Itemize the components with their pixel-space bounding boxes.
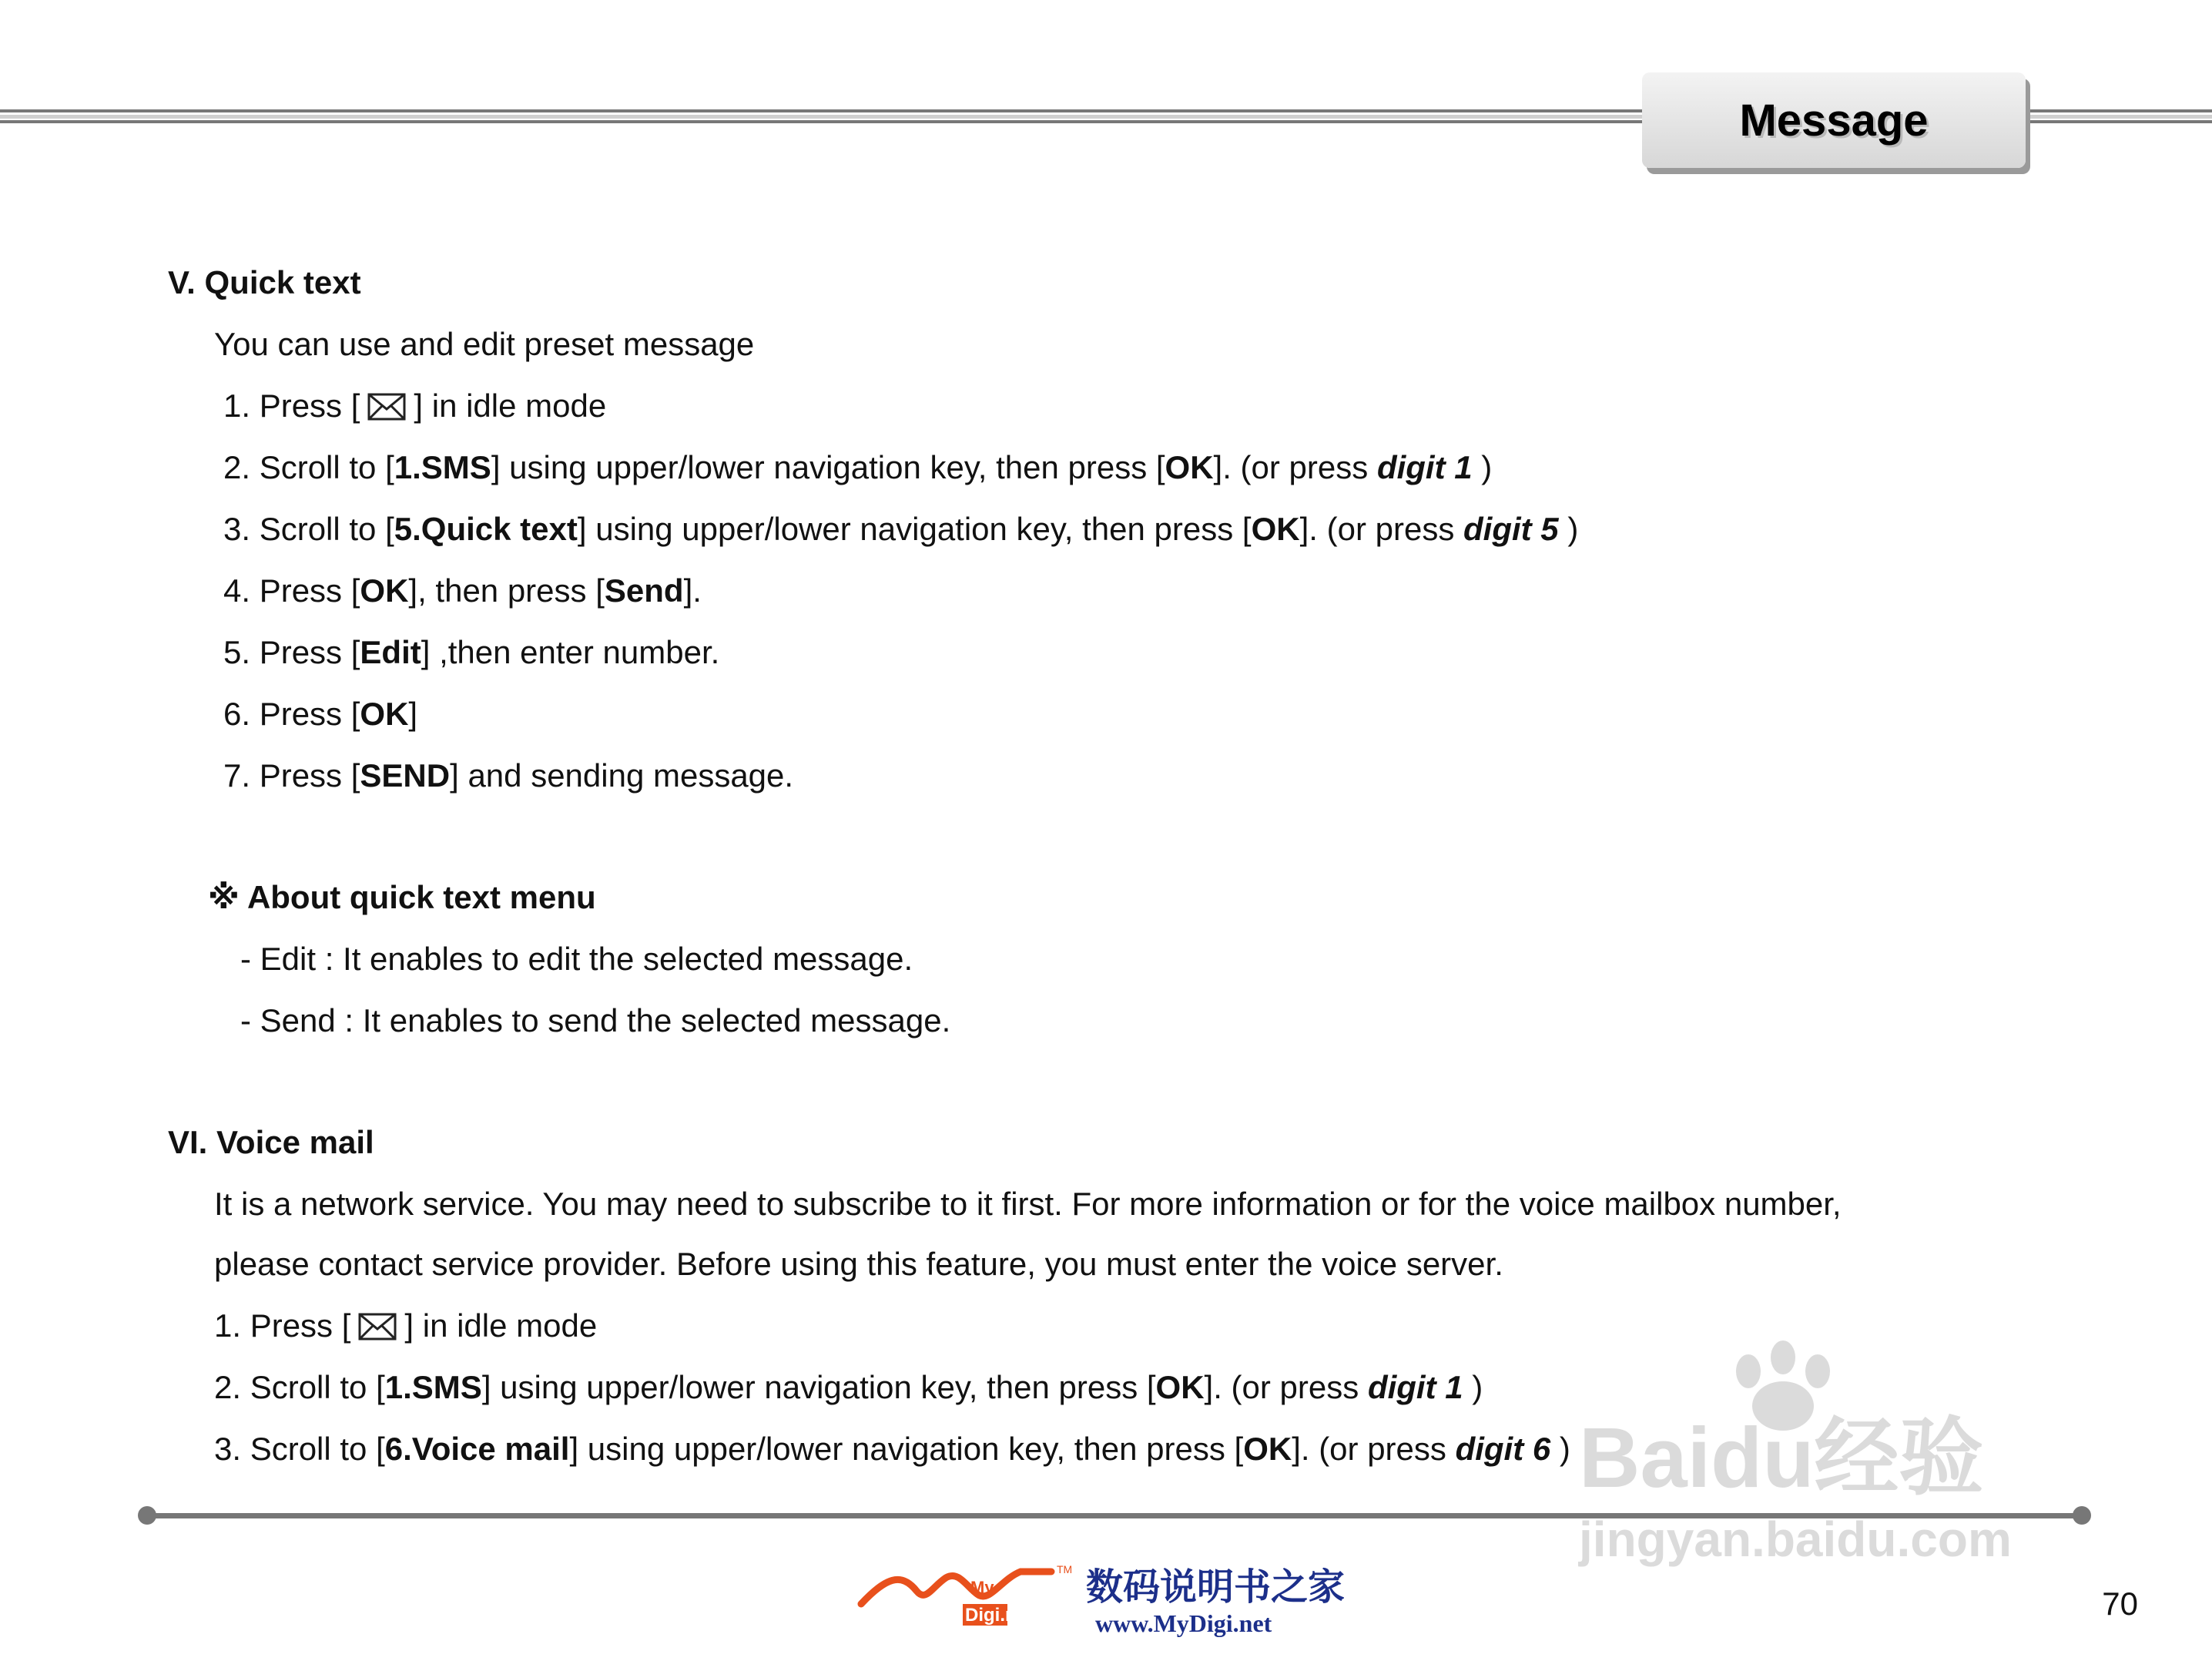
text-run: ] using upper/lower navigation key, then press [ — [569, 1431, 1244, 1467]
logo-brand: My — [970, 1578, 994, 1597]
text-run: 6.Voice mail — [384, 1431, 570, 1467]
logo-url: www.MyDigi.net — [1095, 1609, 1272, 1637]
logo-tm: TM — [1057, 1563, 1073, 1575]
text-run: Edit — [360, 634, 421, 670]
about-heading: ※ About quick text menu — [208, 879, 596, 915]
quick-text-step-7 — [223, 757, 794, 794]
voice-mail-step-3 — [214, 1433, 1570, 1465]
text-run: ] using upper/lower navigation key, then press [ — [481, 1369, 1156, 1405]
text-run: OK — [360, 696, 409, 732]
section-title: Message — [1739, 95, 1929, 146]
watermark-brand: Baidu经验 — [1579, 1411, 1984, 1505]
text-run: ] using upper/lower navigation key, then press [ — [577, 511, 1252, 547]
text-run: 5.Quick text — [394, 511, 578, 547]
quick-text-step-2 — [223, 451, 1492, 484]
text-run: SEND — [360, 757, 451, 794]
envelope-icon — [367, 392, 406, 421]
quick-text-heading: V. Quick text — [168, 264, 361, 300]
voice-mail-step-1 — [214, 1307, 598, 1344]
text-run: OK — [1251, 511, 1300, 547]
text-run: OK — [1243, 1431, 1292, 1467]
text-run: 5. Press [ — [223, 634, 360, 670]
text-run: 3. Scroll to [ — [223, 511, 394, 547]
text-run: 1. Press [ — [214, 1307, 351, 1344]
mydigi-logo — [855, 1556, 1363, 1641]
text-run: digit 5 — [1463, 511, 1559, 547]
text-run: ] in idle mode — [414, 388, 607, 424]
text-run: ]. (or press — [1213, 449, 1377, 485]
text-run: ]. (or press — [1204, 1369, 1368, 1405]
text-run: 1.SMS — [384, 1369, 482, 1405]
text-run: ) — [1463, 1369, 1483, 1405]
text-run: ] — [408, 696, 418, 732]
quick-text-step-3 — [223, 513, 1578, 545]
text-run: 1. Press [ — [223, 388, 360, 424]
logo-chinese: 数码说明书之家 — [1086, 1565, 1346, 1609]
text-run: 2. Scroll to [ — [214, 1369, 385, 1405]
text-run: ) — [1558, 511, 1579, 547]
text-run: ]. (or press — [1292, 1431, 1456, 1467]
text-run: digit 1 — [1376, 449, 1473, 485]
quick-text-step-6 — [223, 698, 417, 730]
envelope-icon — [358, 1312, 397, 1341]
text-run: ], then press [ — [408, 572, 605, 609]
text-run: ]. — [683, 572, 702, 609]
text-run: ) — [1472, 449, 1493, 485]
text-run: ] ,then enter number. — [421, 634, 720, 670]
voice-mail-step-2 — [214, 1371, 1483, 1404]
voice-mail-desc-1: It is a network service. You may need to subscribe to it first. For more information or for the voice mailbox number, — [214, 1186, 1842, 1222]
text-run: OK — [1155, 1369, 1205, 1405]
text-run: 7. Press [ — [223, 757, 360, 794]
quick-text-step-1 — [223, 390, 606, 422]
text-run: ) — [1550, 1431, 1570, 1467]
text-run: ] in idle mode — [404, 1307, 598, 1344]
text-run: 1.SMS — [394, 449, 491, 485]
about-send: - Send : It enables to send the selected message. — [240, 1002, 951, 1039]
text-run: ] using upper/lower navigation key, then press [ — [491, 449, 1165, 485]
about-edit: - Edit : It enables to edit the selected message. — [240, 941, 913, 977]
text-run: digit 6 — [1455, 1431, 1551, 1467]
logo-badge: Digi.net — [965, 1605, 1033, 1626]
quick-text-step-4 — [223, 572, 702, 609]
text-run: OK — [360, 572, 409, 609]
watermark-url: jingyan.baidu.com — [1579, 1512, 2012, 1567]
section-tab — [1642, 72, 2026, 168]
voice-mail-heading: VI. Voice mail — [168, 1124, 374, 1160]
page-number: 70 — [2102, 1586, 2138, 1622]
quick-text-intro: You can use and edit preset message — [214, 326, 755, 362]
text-run: 6. Press [ — [223, 696, 360, 732]
text-run: ]. (or press — [1299, 511, 1463, 547]
voice-mail-desc-2: please contact service provider. Before using this feature, you must enter the voice server. — [214, 1246, 1503, 1282]
text-run: Send — [604, 572, 684, 609]
text-run: 3. Scroll to [ — [214, 1431, 385, 1467]
text-run: OK — [1165, 449, 1214, 485]
text-run: digit 1 — [1367, 1369, 1463, 1405]
text-run: 4. Press [ — [223, 572, 360, 609]
text-run: 2. Scroll to [ — [223, 449, 394, 485]
quick-text-step-5 — [223, 636, 719, 669]
text-run: ] and sending message. — [450, 757, 794, 794]
baidu-watermark — [1571, 1325, 2095, 1579]
